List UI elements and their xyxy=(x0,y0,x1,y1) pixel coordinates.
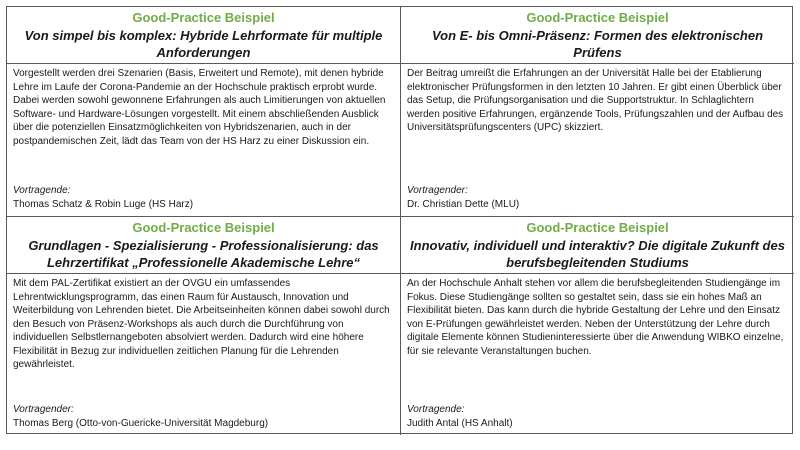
card-3-speaker-label: Vortragender: xyxy=(13,404,74,415)
card-4-speaker: Judith Antal (HS Anhalt) xyxy=(407,417,513,429)
card-3-speaker: Thomas Berg (Otto-von-Guericke-Universität Magdeburg) xyxy=(13,417,269,429)
card-4-speaker-label: Vortragende: xyxy=(407,404,465,415)
card-3-description: Mit dem PAL-Zertifikat existiert an der OVGU ein umfassendes Lehrentwicklungsprogramm, das einen Raum für Austausch, Innovation und Weiterbildung von Lehrenden bietet. Die Arbeitseinheiten können dabei sowohl durch den Besuch von Präsenz-Workshops als auch durch die Durchführung von individuellen Selbstlernangeboten absolviert werden. Dadurch wird eine höhere Flexibilität in Bezug zur individuellen zeitlichen Planung für die Lehrenden gewährleistet. xyxy=(13,278,390,370)
card-2-title: Von E- bis Omni-Präsenz: Formen des elektronischen Prüfens xyxy=(431,28,764,60)
card-2-description: Der Beitrag umreißt die Erfahrungen an der Universität Halle bei der Etablierung elektronischer Prüfungsformen in den letzten 10 Jahren. Er gibt einen Überblick über das Setup, die Prüfungsorganisation und die Supportstruktur. In Schlaglichtern werden positive Erfahrungen, ergänzende Tools, Prüfungszahlen und der Aufbau des Universitätsprüfungscenters (UPC) skizziert. xyxy=(407,68,784,133)
card-3-body xyxy=(7,274,401,435)
card-4-header xyxy=(401,217,794,274)
card-2-label: Good-Practice Beispiel xyxy=(526,10,669,25)
card-4-speaker-block xyxy=(407,403,513,430)
card-2-speaker-block xyxy=(407,184,519,211)
card-2-speaker-label: Vortragender: xyxy=(407,185,468,196)
card-1-body xyxy=(7,64,401,217)
card-4-description: An der Hochschule Anhalt stehen vor allem die berufsbegleitenden Studiengänge im Fokus. Diese Studiengänge sollten so gestaltet sein, dass sie ein hohes Maß an Flexibilität bieten. Das kann durch die hybride Gestaltung der Lehre und den Einsatz von E-Prüfungen gewährleistet werden. Neben der Unterstützung der Lehre durch digitale Elemente können Studieninteressierte über die Anwendung WIBKO einzelne, für sie relevante Veranstaltungen buchen. xyxy=(407,278,784,357)
card-2-header xyxy=(401,7,794,64)
card-1-header xyxy=(7,7,401,64)
card-1-description: Vorgestellt werden drei Szenarien (Basis, Erweitert und Remote), mit denen hybride Lehre im Laufe der Corona-Pandemie an der Hochschule praktisch erprobt wurde. Dabei werden sowohl gewonnene Erfahrungen als auch Limitierungen von aktuellen Software- und Hardware-Lösungen vorgestellt. Mit einem abschließenden Ausblick über die potenziellen Einsatzmöglichkeiten von Hybridszenarien, auch in der postpandemischen Zeit, lädt das Team von der HS Harz zu einer Diskussion ein. xyxy=(13,68,386,147)
card-4-title: Innovativ, individuell und interaktiv? Die digitale Zukunft des berufsbegleitenden Studiums xyxy=(410,238,785,270)
card-4-label: Good-Practice Beispiel xyxy=(526,220,669,235)
card-1-speaker-label: Vortragende: xyxy=(13,185,71,196)
card-4-body xyxy=(401,274,794,435)
card-1-speaker: Thomas Schatz & Robin Luge (HS Harz) xyxy=(13,198,194,210)
good-practice-table xyxy=(6,6,793,434)
card-3-header xyxy=(7,217,401,274)
card-1-label: Good-Practice Beispiel xyxy=(132,10,275,25)
card-3-title: Grundlagen - Spezialisierung - Professionalisierung: das Lehrzertifikat „Professionelle Akademische Lehre“ xyxy=(28,238,379,270)
card-2-speaker: Dr. Christian Dette (MLU) xyxy=(407,198,520,210)
card-1-title: Von simpel bis komplex: Hybride Lehrformate für multiple Anforderungen xyxy=(24,28,383,60)
card-1-speaker-block xyxy=(13,184,193,211)
card-3-label: Good-Practice Beispiel xyxy=(132,220,275,235)
card-2-body xyxy=(401,64,794,217)
card-3-speaker-block xyxy=(13,403,268,430)
